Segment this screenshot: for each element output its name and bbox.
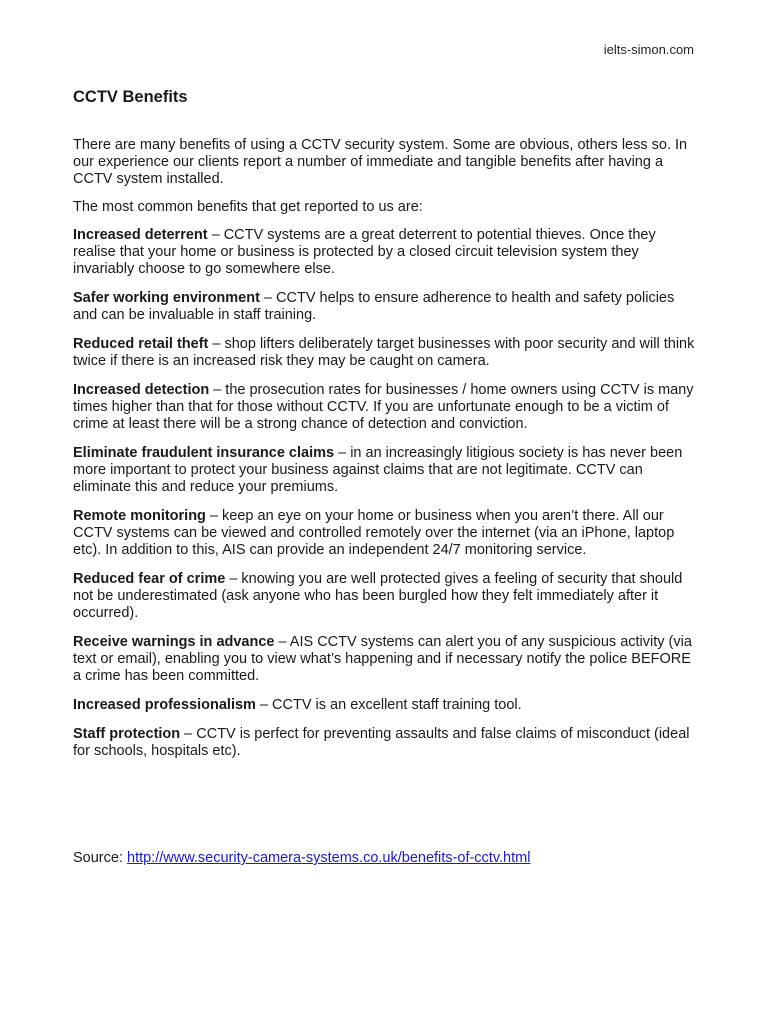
benefit-term: Receive warnings in advance	[73, 634, 275, 650]
benefit-term: Staff protection	[73, 726, 181, 742]
benefit-item	[73, 290, 697, 324]
benefit-term: Increased professionalism	[73, 697, 256, 713]
benefit-text: – keep an eye on your home or business when you aren’t there. All our CCTV systems can be viewed and controlled remotely over the internet (via an iPhone, laptop etc). In addition to this, AIS can provide an independent 24/7 monitoring service.	[73, 508, 675, 558]
benefit-text: – in an increasingly litigious society is has never been more important to protect your business against claims that are not legitimate. CCTV can eliminate this and reduce your premiums.	[73, 445, 683, 495]
benefit-item	[73, 336, 697, 370]
benefit-term: Reduced fear of crime	[73, 571, 226, 587]
benefit-item	[73, 227, 697, 278]
benefit-text: – CCTV is an excellent staff training tool.	[255, 697, 522, 713]
intro-paragraph: There are many benefits of using a CCTV security system. Some are obvious, others less so. In our experience our clients report a number of immediate and tangible benefits after having a CCTV system installed.	[73, 137, 688, 187]
benefit-item	[73, 571, 697, 622]
benefit-item	[73, 445, 697, 496]
page-title: CCTV Benefits	[73, 88, 188, 106]
benefit-text: – the prosecution rates for businesses / home owners using CCTV is many times higher than that for those without CCTV. If you are unfortunate enough to be a victim of crime at least there will be a strong chance of detection and conviction.	[73, 382, 694, 432]
benefit-term: Reduced retail theft	[73, 336, 209, 352]
benefit-text: – CCTV systems are a great deterrent to potential thieves. Once they realise that your home or business is protected by a closed circuit television system they invariably choose to go somewhere else.	[73, 227, 656, 277]
document-body	[73, 137, 697, 772]
benefit-term: Safer working environment	[73, 290, 260, 306]
source-link[interactable]: http://www.security-camera-systems.co.uk/benefits-of-cctv.html	[127, 850, 531, 866]
benefit-item	[73, 697, 697, 714]
benefit-term: Increased detection	[73, 382, 210, 398]
benefit-item	[73, 508, 697, 559]
benefit-text: – AIS CCTV systems can alert you of any suspicious activity (via text or email), enabling you to view what’s happening and if necessary notify the police BEFORE a crime has been committed.	[73, 634, 692, 684]
site-label: ielts-simon.com	[603, 42, 694, 57]
benefit-term: Increased deterrent	[73, 227, 208, 243]
benefit-item	[73, 726, 697, 760]
benefit-text: – shop lifters deliberately target businesses with poor security and will think twice if there is an increased risk they may be caught on camera.	[73, 336, 695, 369]
benefit-term: Eliminate fraudulent insurance claims	[73, 445, 335, 461]
intro-lead-in: The most common benefits that get reported to us are:	[73, 199, 423, 215]
benefit-item	[73, 382, 697, 433]
benefit-text: – knowing you are well protected gives a feeling of security that should not be underestimated (ask anyone who has been burgled how they felt immediately after it occurred).	[73, 571, 683, 621]
benefit-term: Remote monitoring	[73, 508, 206, 524]
benefit-item	[73, 634, 697, 685]
source-label: Source:	[73, 850, 127, 866]
benefit-text: – CCTV is perfect for preventing assaults and false claims of misconduct (ideal for schools, hospitals etc).	[73, 726, 690, 759]
benefit-text: – CCTV helps to ensure adherence to health and safety policies and can be invaluable in staff training.	[73, 290, 675, 323]
source-line	[73, 850, 530, 867]
